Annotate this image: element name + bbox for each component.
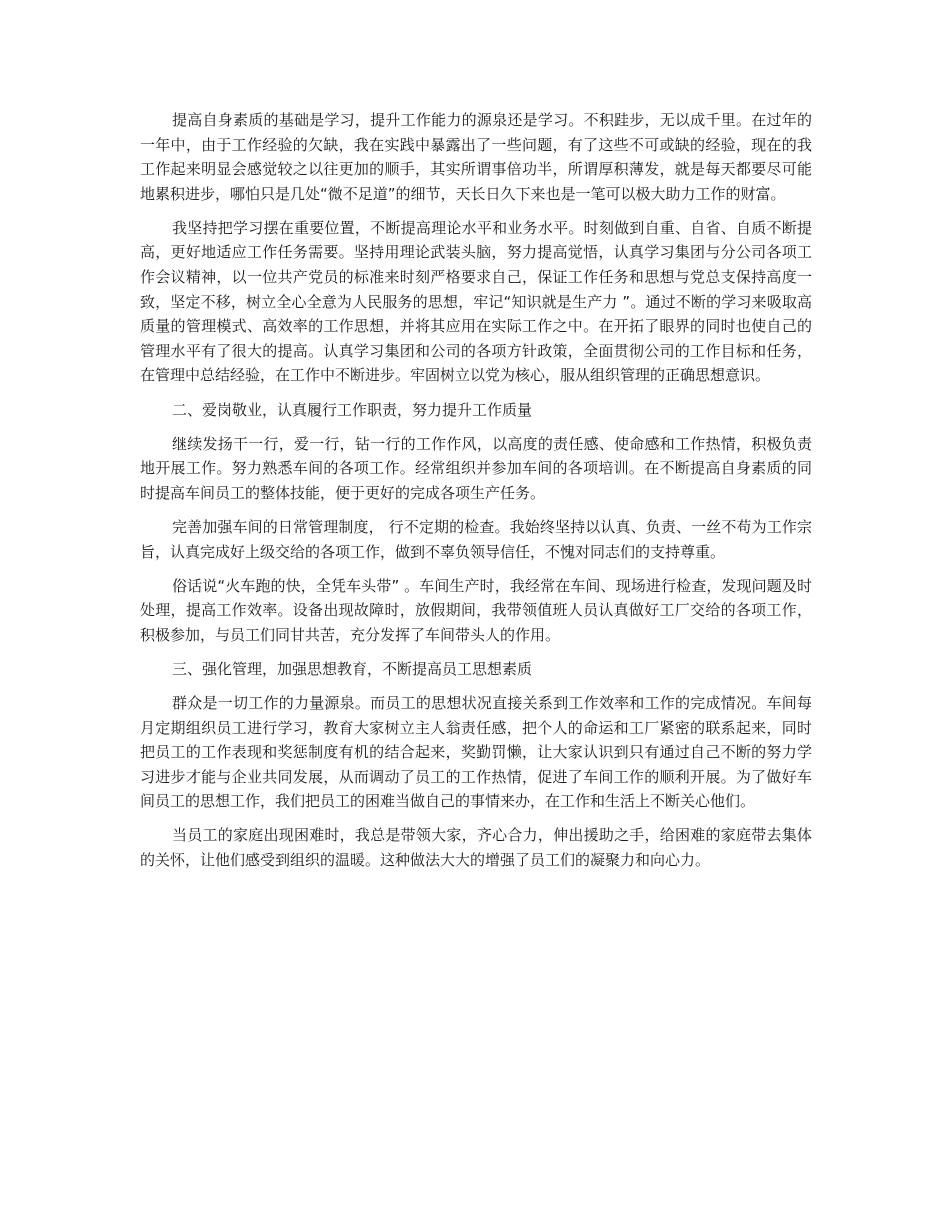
paragraph-staff-education: 群众是一切工作的力量源泉。而员工的思想状况直接关系到工作效率和工作的完成情况。车间每月定期组织员工进行学习，教育大家树立主人翁责任感，把个人的命运和工厂紧密的联系起来，同时把员工的工作表现和奖惩制度有机的结合起来，奖勤罚懒，让大家认识到只有通过自己不断的努力学习进步才能与企业共同发展，从而调动了员工的工作热情，促进了车间工作的顺利开展。为了做好车间员工的思想工作，我们把员工的困难当做自己的事情来办，在工作和生活上不断关心他们。 [140, 693, 812, 811]
section-heading-2: 二、爱岗敬业，认真履行工作职责，努力提升工作质量 [172, 400, 533, 419]
paragraph-lead-by-example: 俗话说“火车跑的快，全凭车头带” 。车间生产时，我经常在车间、现场进行检查，发现问题及时处理，提高工作效率。设备出现故障时，放假期间，我带领值班人员认真做好工厂交给的各项工作，积极参加，与员工们同甘共苦，充分发挥了车间带头人的作用。 [140, 576, 812, 644]
paragraph-work-style: 继续发扬干一行，爱一行，钻一行的工作作风，以高度的责任感、使命感和工作热情，积极负责地开展工作。努力熟悉车间的各项工作。经常组织并参加车间的各项培训。在不断提高自身素质的同时提高车间员工的整体技能，便于更好的完成各项生产任务。 [140, 434, 812, 502]
paragraph-staff-care: 当员工的家庭出现困难时，我总是带领大家，齐心合力，伸出援助之手，给困难的家庭带去集体的关怀，让他们感受到组织的温暖。这种做法大大的增强了员工们的凝聚力和向心力。 [140, 826, 812, 870]
document-page [140, 108, 812, 882]
section-heading-3: 三、强化管理，加强思想教育，不断提高员工思想素质 [172, 659, 533, 678]
paragraph-management-system: 完善加强车间的日常管理制度， 行不定期的检查。我始终坚持以认真、负责、一丝不苟为工作宗旨，认真完成好上级交给的各项工作，做到不辜负领导信任，不愧对同志们的支持尊重。 [140, 517, 812, 561]
paragraph-study-priority: 我坚持把学习摆在重要位置，不断提高理论水平和业务水平。时刻做到自重、自省、自质不断提高，更好地适应工作任务需要。坚持用理论武装头脑，努力提高觉悟，认真学习集团与分公司各项工作会议精神，以一位共产党员的标准来时刻严格要求自己，保证工作任务和思想与党总支保持高度一致，坚定不移，树立全心全意为人民服务的思想，牢记“知识就是生产力 ”。通过不断的学习来吸取高质量的管理模式、高效率的工作思想，并将其应用在实际工作之中。在开拓了眼界的同时也使自己的管理水平有了很大的提高。认真学习集团和公司的各项方针政策，全面贯彻公司的工作目标和任务，在管理中总结经验，在工作中不断进步。牢固树立以党为核心，服从组织管理的正确思想意识。 [140, 218, 812, 385]
paragraph-learning-foundation: 提高自身素质的基础是学习，提升工作能力的源泉还是学习。不积跬步，无以成千里。在过年的一年中，由于工作经验的欠缺，我在实践中暴露出了一些问题，有了这些不可或缺的经验，现在的我工作起来明显会感觉较之以往更加的顺手，其实所谓事倍功半，所谓厚积薄发，就是每天都要尽可能地累积进步，哪怕只是几处“微不足道”的细节，天长日久下来也是一笔可以极大助力工作的财富。 [140, 111, 812, 203]
